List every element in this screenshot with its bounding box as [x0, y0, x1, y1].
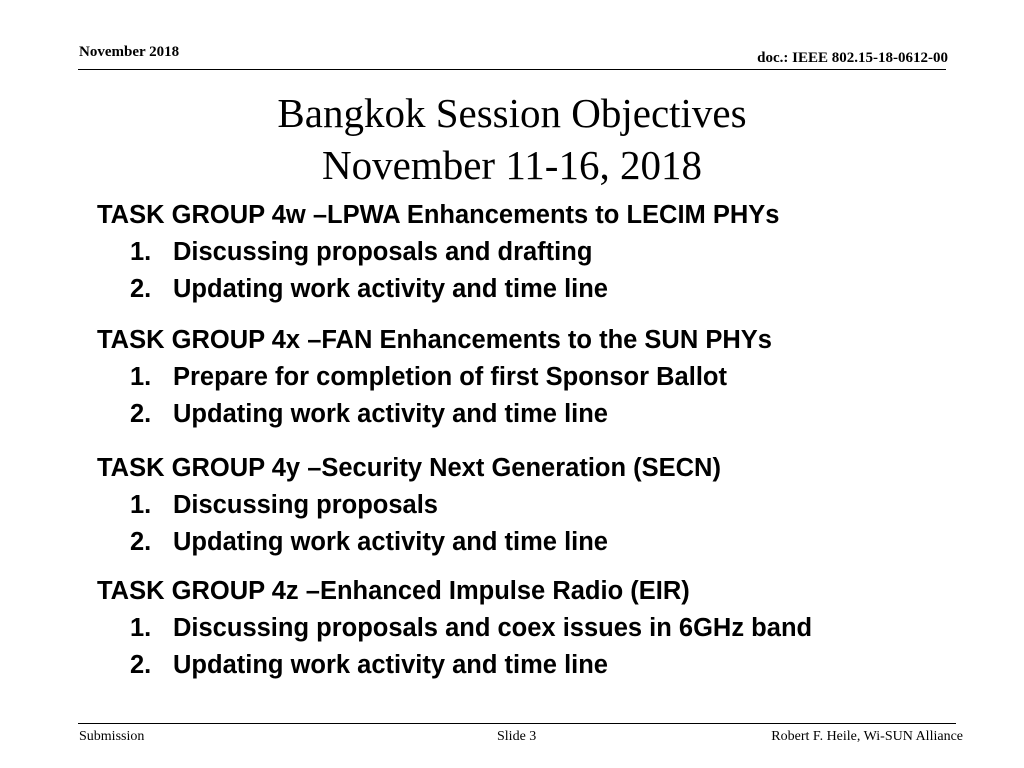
- footer-divider: [78, 723, 956, 724]
- list-item: [97, 359, 997, 396]
- list-item-number: 2.: [130, 528, 152, 556]
- task-group-4z: [97, 572, 997, 684]
- list-item-number: 2.: [130, 651, 152, 679]
- task-group-4y: [97, 449, 997, 561]
- list-item-text: Updating work activity and time line: [173, 400, 608, 428]
- slide-title: [0, 87, 1024, 191]
- list-item: [97, 234, 997, 271]
- footer-submission: Submission: [79, 729, 145, 744]
- list-item-number: 1.: [130, 238, 152, 266]
- task-group-heading: TASK GROUP 4x –FAN Enhancements to the SUN PHYs: [97, 326, 772, 354]
- list-item: [97, 396, 997, 433]
- list-item-number: 2.: [130, 400, 152, 428]
- header-date: November 2018: [79, 44, 180, 60]
- footer-slide-number: Slide 3: [497, 729, 537, 744]
- slide-title-line1: Bangkok Session Objectives: [277, 90, 747, 136]
- list-item-text: Prepare for completion of first Sponsor Ballot: [173, 363, 727, 391]
- list-item: [97, 487, 997, 524]
- list-item-text: Discussing proposals and drafting: [173, 238, 593, 266]
- list-item-text: Updating work activity and time line: [173, 275, 608, 303]
- header-doc-id: doc.: IEEE 802.15-18-0612-00: [757, 50, 948, 66]
- list-item-text: Updating work activity and time line: [173, 528, 608, 556]
- slide-content: [97, 196, 997, 684]
- task-group-heading: TASK GROUP 4z –Enhanced Impulse Radio (EIR): [97, 577, 690, 605]
- task-group-heading: TASK GROUP 4y –Security Next Generation (SECN): [97, 454, 721, 482]
- list-item-text: Discussing proposals: [173, 491, 438, 519]
- list-item-text: Updating work activity and time line: [173, 651, 608, 679]
- list-item: [97, 271, 997, 308]
- list-item-number: 2.: [130, 275, 152, 303]
- list-item-number: 1.: [130, 363, 152, 391]
- task-group-heading: TASK GROUP 4w –LPWA Enhancements to LECIM PHYs: [97, 201, 780, 229]
- list-item: [97, 647, 997, 684]
- header-divider: [78, 69, 946, 70]
- list-item: [97, 610, 997, 647]
- list-item-number: 1.: [130, 491, 152, 519]
- slide-title-line2: November 11-16, 2018: [322, 142, 702, 188]
- list-item: [97, 524, 997, 561]
- task-group-4w: [97, 196, 997, 308]
- footer-author: Robert F. Heile, Wi-SUN Alliance: [771, 729, 963, 744]
- task-group-4x: [97, 321, 997, 433]
- list-item-number: 1.: [130, 614, 152, 642]
- list-item-text: Discussing proposals and coex issues in 6GHz band: [173, 614, 813, 642]
